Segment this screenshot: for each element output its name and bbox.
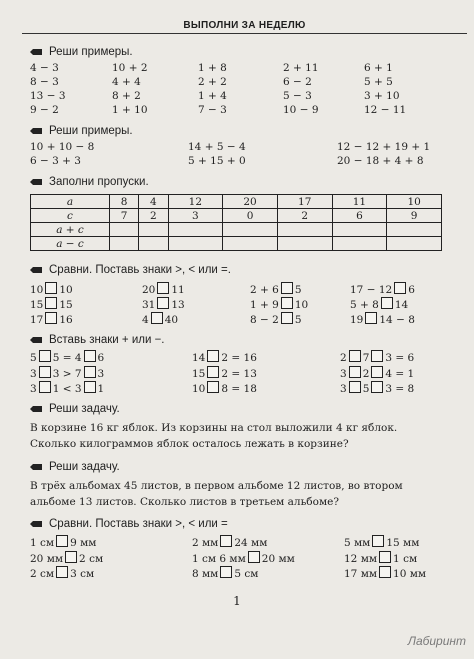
answer-box[interactable] — [371, 381, 383, 393]
section-6-title — [30, 403, 120, 415]
compare-1-item — [250, 312, 302, 326]
pencil-icon — [30, 178, 43, 186]
signs-part: 3 — [30, 383, 37, 395]
compare-right: 40 — [164, 314, 179, 326]
section-7-label: Реши задачу. — [49, 461, 120, 473]
compare-right: 2 см — [79, 553, 104, 565]
header-rule — [22, 33, 467, 34]
signs-item — [30, 381, 104, 395]
row-diff-label: a − c — [31, 237, 110, 251]
answer-box[interactable] — [220, 535, 232, 547]
page-header: ВЫПОЛНИ ЗА НЕДЕЛЮ — [183, 20, 306, 31]
signs-part: 14 — [192, 352, 206, 364]
signs-part: 3 — [30, 368, 37, 380]
exercise-1-item: 5 − 3 — [283, 90, 312, 102]
signs-part: 1 — [97, 383, 105, 395]
compare-right: 14 − 8 — [379, 314, 415, 326]
compare-left: 10 — [30, 284, 44, 296]
signs-part: 6 — [97, 352, 105, 364]
table-cell-sum[interactable] — [110, 223, 139, 237]
section-3-label: Заполни пропуски. — [49, 176, 149, 188]
row-a-label: a — [31, 195, 110, 209]
table-cell-a: 11 — [332, 195, 387, 209]
task-1-text: В корзине 16 кг яблок. Из корзины на стол выложили 4 кг яблок. Сколько килограммов яблок осталось лежать в корзине? — [30, 422, 398, 450]
compare-1-item — [30, 282, 73, 296]
compare-left: 5 + 8 — [350, 299, 379, 311]
watermark-logo: Лабиринт — [407, 634, 466, 648]
exercise-1-item: 8 − 3 — [30, 76, 59, 88]
compare-1-item — [350, 282, 415, 296]
table-cell-c: 2 — [277, 209, 332, 223]
exercise-1-item: 12 − 11 — [364, 104, 407, 116]
table-cell-c: 3 — [168, 209, 223, 223]
compare-left: 8 мм — [192, 568, 219, 580]
pencil-icon — [30, 127, 43, 135]
exercise-1-item: 10 + 2 — [112, 62, 148, 74]
fill-in-table — [30, 194, 442, 251]
section-1-title — [30, 46, 133, 58]
compare-left: 8 − 2 — [250, 314, 279, 326]
compare-left: 20 — [142, 284, 156, 296]
table-cell-a: 17 — [277, 195, 332, 209]
answer-box[interactable] — [45, 297, 57, 309]
table-cell-a: 20 — [223, 195, 278, 209]
compare-right: 15 — [59, 299, 73, 311]
answer-box[interactable] — [281, 312, 293, 324]
signs-part: 3 = 8 — [385, 383, 415, 395]
section-1-label: Реши примеры. — [49, 46, 133, 58]
table-cell-diff[interactable] — [223, 237, 278, 251]
answer-box[interactable] — [220, 566, 232, 578]
compare-right: 5 — [294, 284, 302, 296]
compare-left: 17 — [30, 314, 44, 326]
answer-box[interactable] — [349, 350, 361, 362]
answer-box[interactable] — [394, 282, 406, 294]
section-6-label: Реши задачу. — [49, 403, 120, 415]
answer-box[interactable] — [45, 282, 57, 294]
signs-item — [192, 350, 257, 364]
pencil-icon — [30, 520, 43, 528]
answer-box[interactable] — [371, 366, 383, 378]
table-cell-sum[interactable] — [277, 223, 332, 237]
signs-part: 3 > 7 — [52, 368, 82, 380]
compare-left: 31 — [142, 299, 156, 311]
compare-right: 3 см — [70, 568, 95, 580]
compare-left: 1 + 9 — [250, 299, 279, 311]
page-number: 1 — [233, 594, 241, 608]
table-cell-a: 8 — [110, 195, 139, 209]
compare-right: 11 — [171, 284, 185, 296]
pencil-icon — [30, 266, 43, 274]
signs-part: 4 = 1 — [385, 368, 415, 380]
answer-box[interactable] — [207, 366, 219, 378]
answer-box[interactable] — [381, 297, 393, 309]
compare-1-item — [142, 282, 185, 296]
exercise-1-item: 2 + 11 — [283, 62, 319, 74]
compare-2-item — [30, 535, 96, 549]
table-cell-sum[interactable] — [223, 223, 278, 237]
exercise-1-item: 7 − 3 — [198, 104, 227, 116]
table-cell-sum[interactable] — [332, 223, 387, 237]
compare-left: 12 мм — [344, 553, 378, 565]
section-5-title — [30, 334, 165, 346]
answer-box[interactable] — [84, 350, 96, 362]
signs-item — [340, 381, 414, 395]
exercise-1-item: 1 + 8 — [198, 62, 227, 74]
compare-left: 2 см — [30, 568, 55, 580]
exercise-2-item: 5 + 15 + 0 — [188, 155, 246, 167]
compare-right: 20 мм — [261, 553, 295, 565]
exercise-2-item: 12 − 12 + 19 + 1 — [337, 141, 431, 153]
table-cell-a: 4 — [139, 195, 168, 209]
row-c-label: c — [31, 209, 110, 223]
compare-right: 10 — [59, 284, 73, 296]
answer-box[interactable] — [39, 350, 51, 362]
exercise-2-item: 14 + 5 − 4 — [188, 141, 246, 153]
signs-part: 2 — [340, 352, 347, 364]
compare-right: 1 см — [393, 553, 418, 565]
compare-left: 2 мм — [192, 537, 219, 549]
compare-1-item — [250, 297, 308, 311]
table-cell-sum[interactable] — [168, 223, 223, 237]
table-cell-diff[interactable] — [387, 237, 442, 251]
answer-box[interactable] — [379, 566, 391, 578]
compare-2-item — [192, 535, 267, 549]
table-cell-sum[interactable] — [387, 223, 442, 237]
compare-2-item — [344, 566, 426, 580]
answer-box[interactable] — [151, 312, 163, 324]
signs-part: 1 < 3 — [52, 383, 82, 395]
table-cell-diff[interactable] — [332, 237, 387, 251]
answer-box[interactable] — [56, 566, 68, 578]
signs-item — [340, 350, 414, 364]
compare-right: 6 — [408, 284, 415, 296]
answer-box[interactable] — [207, 350, 219, 362]
compare-left: 2 + 6 — [250, 284, 279, 296]
signs-part: 2 = 16 — [221, 352, 257, 364]
signs-item — [30, 366, 104, 380]
compare-left: 1 см 6 мм — [192, 553, 246, 565]
compare-1-item — [350, 312, 415, 326]
signs-part: 2 = 13 — [221, 368, 257, 380]
compare-2-item — [344, 535, 419, 549]
table-cell-c: 2 — [139, 209, 168, 223]
compare-left: 17 − 12 — [350, 284, 393, 296]
exercise-1-item: 10 − 9 — [283, 104, 319, 116]
signs-part: 5 — [30, 352, 37, 364]
answer-box[interactable] — [365, 312, 377, 324]
exercise-2-item: 10 + 10 − 8 — [30, 141, 95, 153]
signs-part: 7 — [362, 352, 370, 364]
signs-item — [192, 366, 257, 380]
compare-1-item — [142, 312, 178, 326]
row-sum-label: a + c — [31, 223, 110, 237]
table-cell-c: 9 — [387, 209, 442, 223]
answer-box[interactable] — [207, 381, 219, 393]
compare-left: 5 мм — [344, 537, 371, 549]
table-cell-sum[interactable] — [139, 223, 168, 237]
answer-box[interactable] — [371, 350, 383, 362]
exercise-1-item: 1 + 4 — [198, 90, 227, 102]
compare-2-item — [192, 566, 258, 580]
signs-part: 3 = 6 — [385, 352, 415, 364]
section-2-title — [30, 125, 133, 137]
answer-box[interactable] — [281, 282, 293, 294]
table-cell-a: 10 — [387, 195, 442, 209]
compare-left: 4 — [142, 314, 149, 326]
table-cell-diff[interactable] — [168, 237, 223, 251]
exercise-2-item: 20 − 18 + 4 + 8 — [337, 155, 424, 167]
signs-part: 3 — [340, 383, 347, 395]
answer-box[interactable] — [84, 381, 96, 393]
exercise-1-item: 1 + 10 — [112, 104, 148, 116]
section-5-label: Вставь знаки + или −. — [49, 334, 165, 346]
exercise-1-item: 6 + 1 — [364, 62, 393, 74]
compare-2-item — [192, 551, 295, 565]
compare-right: 15 мм — [386, 537, 420, 549]
signs-part: 3 — [97, 368, 105, 380]
answer-box[interactable] — [281, 297, 293, 309]
compare-left: 20 мм — [30, 553, 64, 565]
compare-right: 13 — [171, 299, 185, 311]
answer-box[interactable] — [157, 297, 169, 309]
table-cell-c: 7 — [110, 209, 139, 223]
pencil-icon — [30, 405, 43, 413]
compare-right: 24 мм — [234, 537, 268, 549]
signs-part: 2 — [362, 368, 370, 380]
compare-right: 9 мм — [70, 537, 97, 549]
signs-part: 5 = 4 — [52, 352, 82, 364]
answer-box[interactable] — [39, 381, 51, 393]
answer-box[interactable] — [248, 551, 260, 563]
table-cell-diff[interactable] — [139, 237, 168, 251]
signs-part: 3 — [340, 368, 347, 380]
answer-box[interactable] — [349, 381, 361, 393]
compare-right: 10 мм — [393, 568, 427, 580]
compare-1-item — [30, 297, 73, 311]
compare-right: 5 см — [234, 568, 259, 580]
answer-box[interactable] — [39, 366, 51, 378]
signs-item — [192, 381, 257, 395]
compare-2-item — [30, 566, 94, 580]
section-2-label: Реши примеры. — [49, 125, 133, 137]
compare-2-item — [344, 551, 417, 565]
compare-right: 14 — [394, 299, 409, 311]
compare-1-item — [142, 297, 185, 311]
exercise-1-item: 8 + 2 — [112, 90, 141, 102]
section-3-title — [30, 176, 149, 188]
compare-2-item — [30, 551, 103, 565]
section-4-title — [30, 264, 231, 276]
exercise-1-item: 4 − 3 — [30, 62, 59, 74]
answer-box[interactable] — [379, 551, 391, 563]
compare-left: 17 мм — [344, 568, 378, 580]
answer-box[interactable] — [45, 312, 57, 324]
compare-right: 5 — [294, 314, 302, 326]
exercise-1-item: 3 + 10 — [364, 90, 400, 102]
signs-part: 15 — [192, 368, 206, 380]
exercise-2-item: 6 − 3 + 3 — [30, 155, 81, 167]
compare-left: 19 — [350, 314, 364, 326]
compare-1-item — [350, 297, 408, 311]
task-2-text: В трёх альбомах 45 листов, в первом альбоме 12 листов, во втором альбоме 13 листов. Сколько листов в третьем альбоме? — [30, 480, 403, 508]
answer-box[interactable] — [349, 366, 361, 378]
pencil-icon — [30, 48, 43, 56]
table-cell-diff[interactable] — [110, 237, 139, 251]
answer-box[interactable] — [84, 366, 96, 378]
compare-1-item — [250, 282, 302, 296]
table-cell-a: 12 — [168, 195, 223, 209]
answer-box[interactable] — [372, 535, 384, 547]
section-8-title — [30, 518, 228, 530]
table-cell-c: 6 — [332, 209, 387, 223]
signs-part: 5 — [362, 383, 370, 395]
pencil-icon — [30, 336, 43, 344]
signs-item — [30, 350, 104, 364]
section-8-label: Сравни. Поставь знаки >, < или = — [49, 518, 228, 530]
section-7-title — [30, 461, 120, 473]
signs-item — [340, 366, 414, 380]
compare-left: 15 — [30, 299, 44, 311]
exercise-1-item: 6 − 2 — [283, 76, 312, 88]
signs-part: 8 = 18 — [221, 383, 257, 395]
exercise-1-item: 9 − 2 — [30, 104, 59, 116]
exercise-1-item: 2 + 2 — [198, 76, 227, 88]
answer-box[interactable] — [65, 551, 77, 563]
answer-box[interactable] — [157, 282, 169, 294]
section-4-label: Сравни. Поставь знаки >, < или =. — [49, 264, 231, 276]
signs-part: 10 — [192, 383, 206, 395]
table-cell-diff[interactable] — [277, 237, 332, 251]
table-cell-c: 0 — [223, 209, 278, 223]
answer-box[interactable] — [56, 535, 68, 547]
exercise-1-item: 5 + 5 — [364, 76, 393, 88]
exercise-1-item: 13 − 3 — [30, 90, 66, 102]
compare-1-item — [30, 312, 73, 326]
pencil-icon — [30, 463, 43, 471]
compare-left: 1 см — [30, 537, 55, 549]
exercise-1-item: 4 + 4 — [112, 76, 141, 88]
compare-right: 10 — [294, 299, 309, 311]
compare-right: 16 — [59, 314, 73, 326]
